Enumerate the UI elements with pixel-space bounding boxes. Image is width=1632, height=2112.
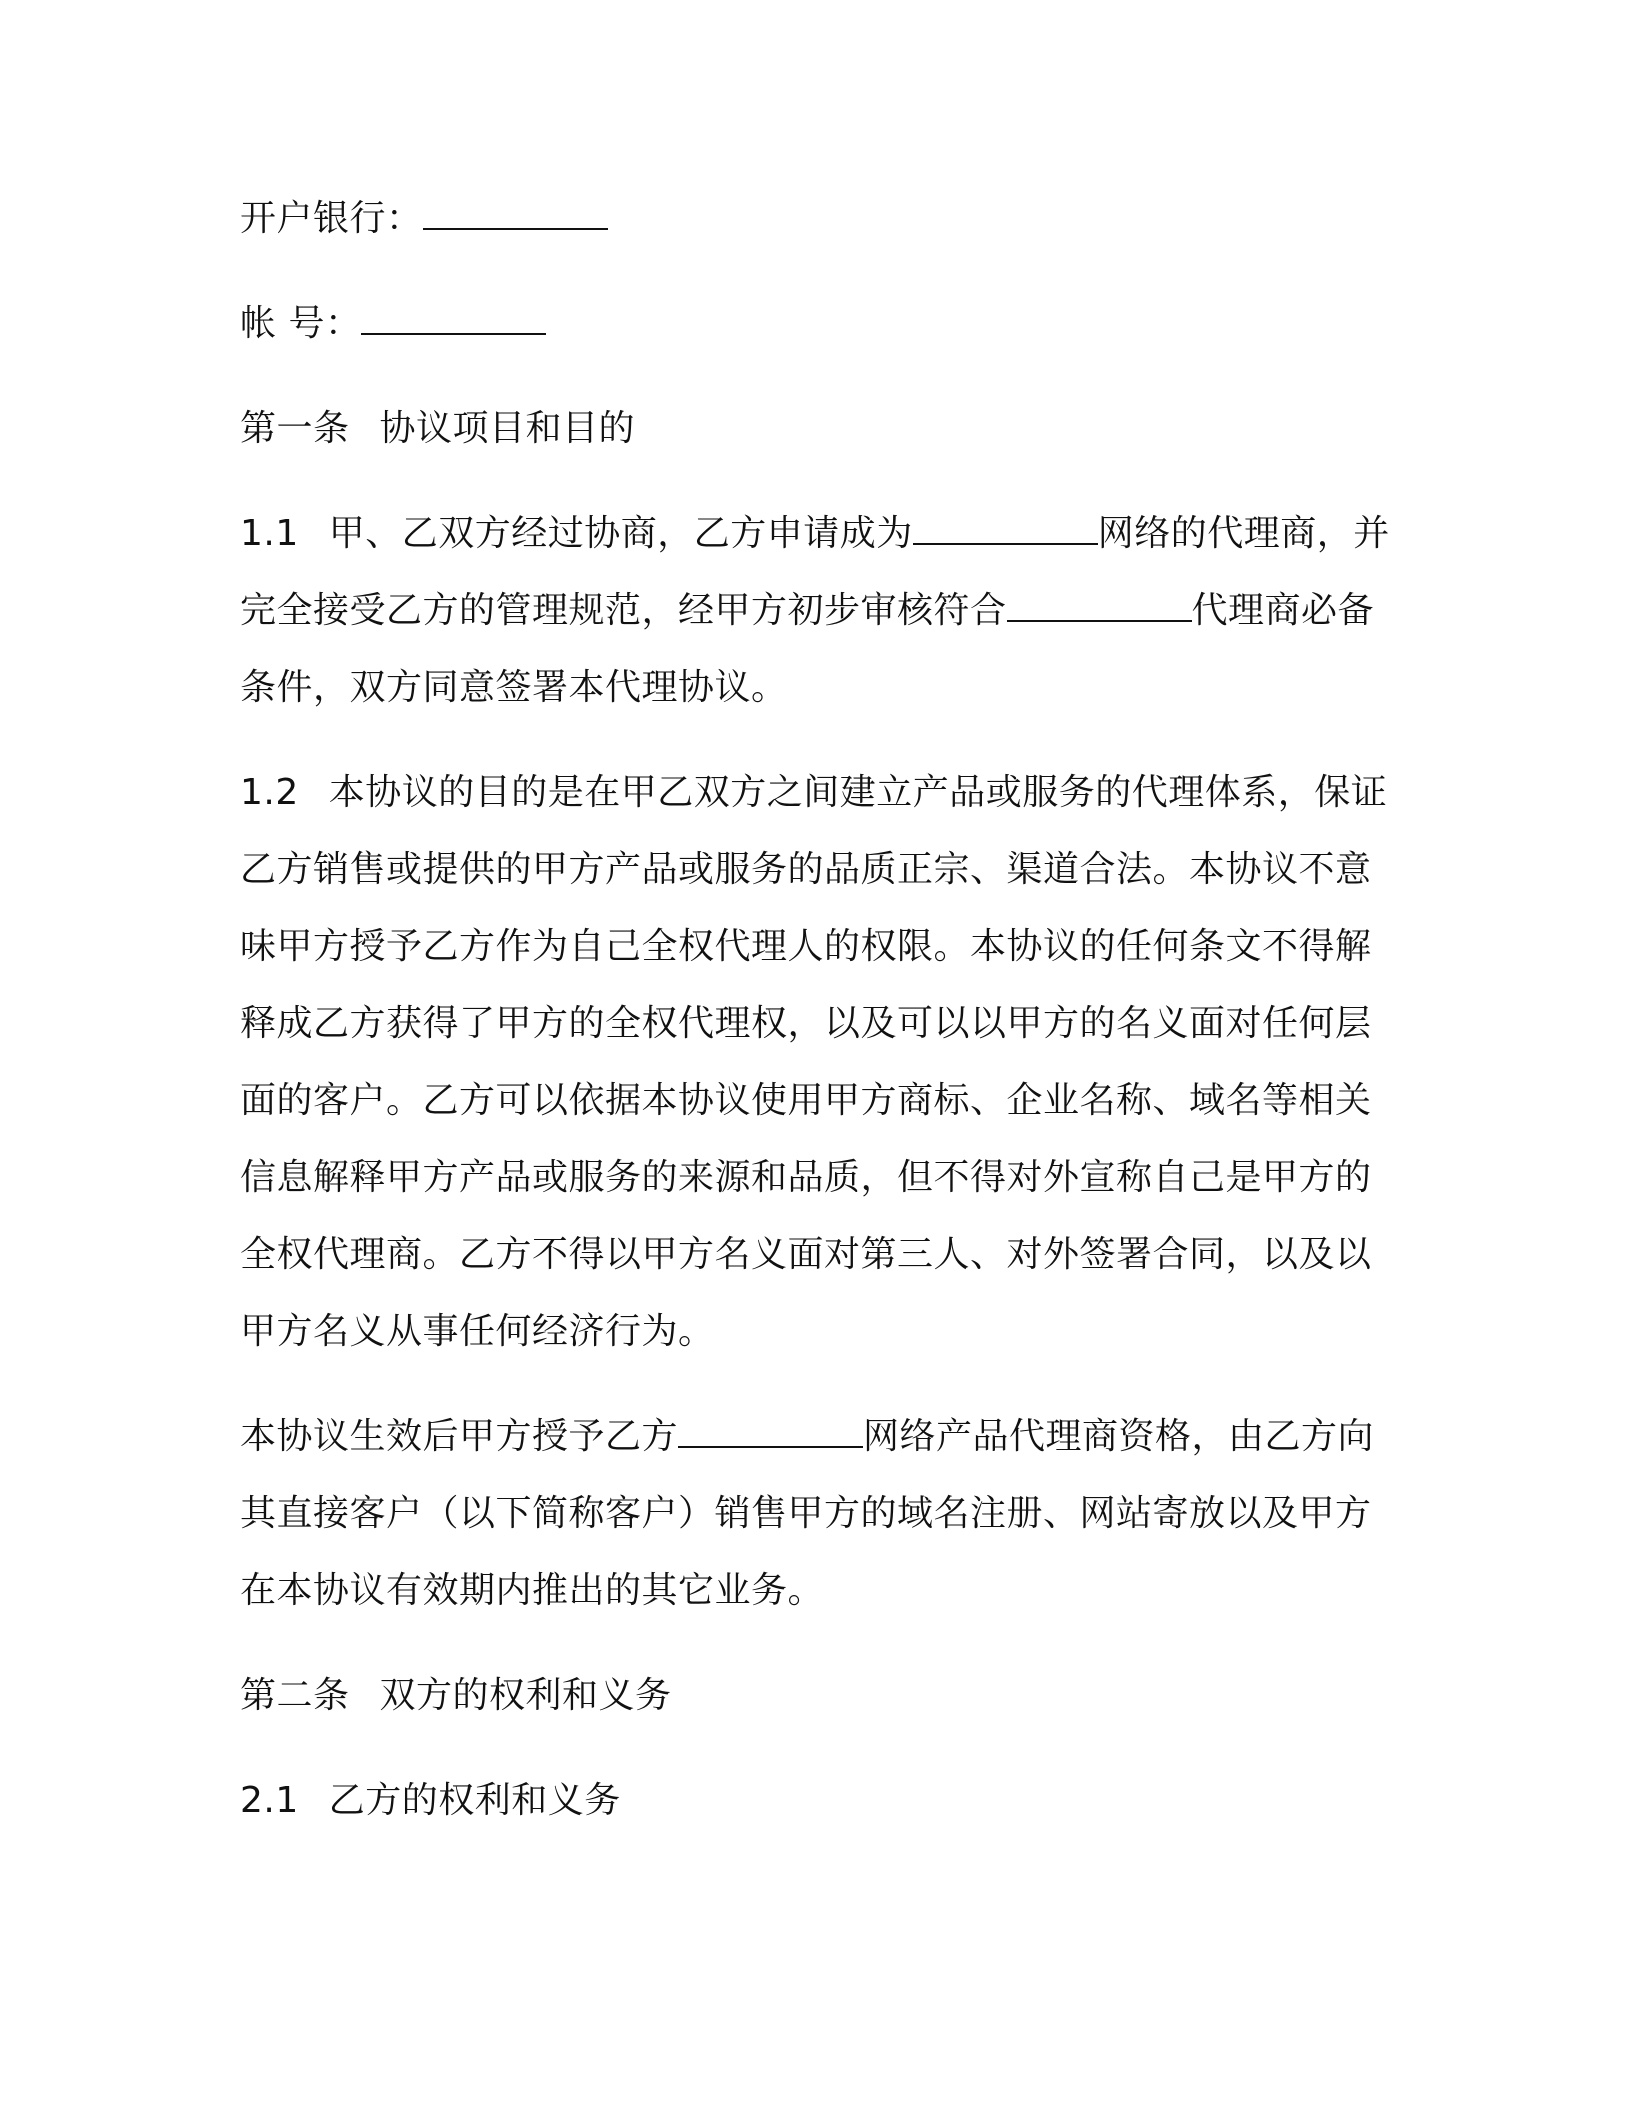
clause-1-1-text-a: 甲、乙双方经过协商，乙方申请成为 xyxy=(328,513,913,554)
account-label: 帐 号： xyxy=(240,303,362,344)
clause-1-1-blank-1 xyxy=(913,513,1098,545)
grant-text-a: 本协议生效后甲方授予乙方 xyxy=(240,1416,679,1457)
article-2-title: 双方的权利和义务 xyxy=(379,1675,672,1716)
clause-1-2 xyxy=(240,754,1400,1370)
clause-2-1-number: 2.1 xyxy=(240,1780,299,1821)
clause-2-1-heading xyxy=(240,1762,1400,1839)
clause-1-1-text-c: 代理商必备条件，双方同意签署本代理协议。 xyxy=(240,590,1375,708)
account-blank xyxy=(361,303,546,335)
article-1-number: 第一条 xyxy=(240,408,350,449)
bank-label: 开户银行： xyxy=(240,198,423,239)
clause-1-1-number: 1.1 xyxy=(240,513,299,554)
clause-1-1 xyxy=(240,495,1400,726)
account-field-line xyxy=(240,285,1400,362)
clause-1-1-text-b: 网络的代理商，并完全接受乙方的管理规范，经甲方初步审核符合 xyxy=(240,513,1390,631)
article-2-number: 第二条 xyxy=(240,1675,350,1716)
clause-1-2-number: 1.2 xyxy=(240,772,299,813)
article-1-heading xyxy=(240,390,1400,467)
grant-blank xyxy=(678,1416,863,1448)
article-1-title: 协议项目和目的 xyxy=(379,408,636,449)
clause-1-2-text: 本协议的目的是在甲乙双方之间建立产品或服务的代理体系，保证乙方销售或提供的甲方产品或服务的品质正宗、渠道合法。本协议不意味甲方授予乙方作为自己全权代理人的权限。本协议的任何条文不得解释成乙方获得了甲方的全权代理权，以及可以以甲方的名义面对任何层面的客户。乙方可以依据本协议使用甲方商标、企业名称、域名等相关信息解释甲方产品或服务的来源和品质，但不得对外宣称自己是甲方的全权代理商。乙方不得以甲方名义面对第三人、对外签署合同，以及以甲方名义从事任何经济行为。 xyxy=(240,772,1388,1352)
grant-text-b: 网络产品代理商资格，由乙方向其直接客户（以下简称客户）销售甲方的域名注册、网站寄放以及甲方在本协议有效期内推出的其它业务。 xyxy=(240,1416,1375,1611)
document-body xyxy=(240,180,1400,1867)
bank-field-line xyxy=(240,180,1400,257)
clause-1-1-blank-2 xyxy=(1007,590,1192,622)
grant-paragraph xyxy=(240,1398,1400,1629)
article-2-heading xyxy=(240,1657,1400,1734)
bank-blank xyxy=(423,198,608,230)
clause-2-1-title: 乙方的权利和义务 xyxy=(328,1780,621,1821)
